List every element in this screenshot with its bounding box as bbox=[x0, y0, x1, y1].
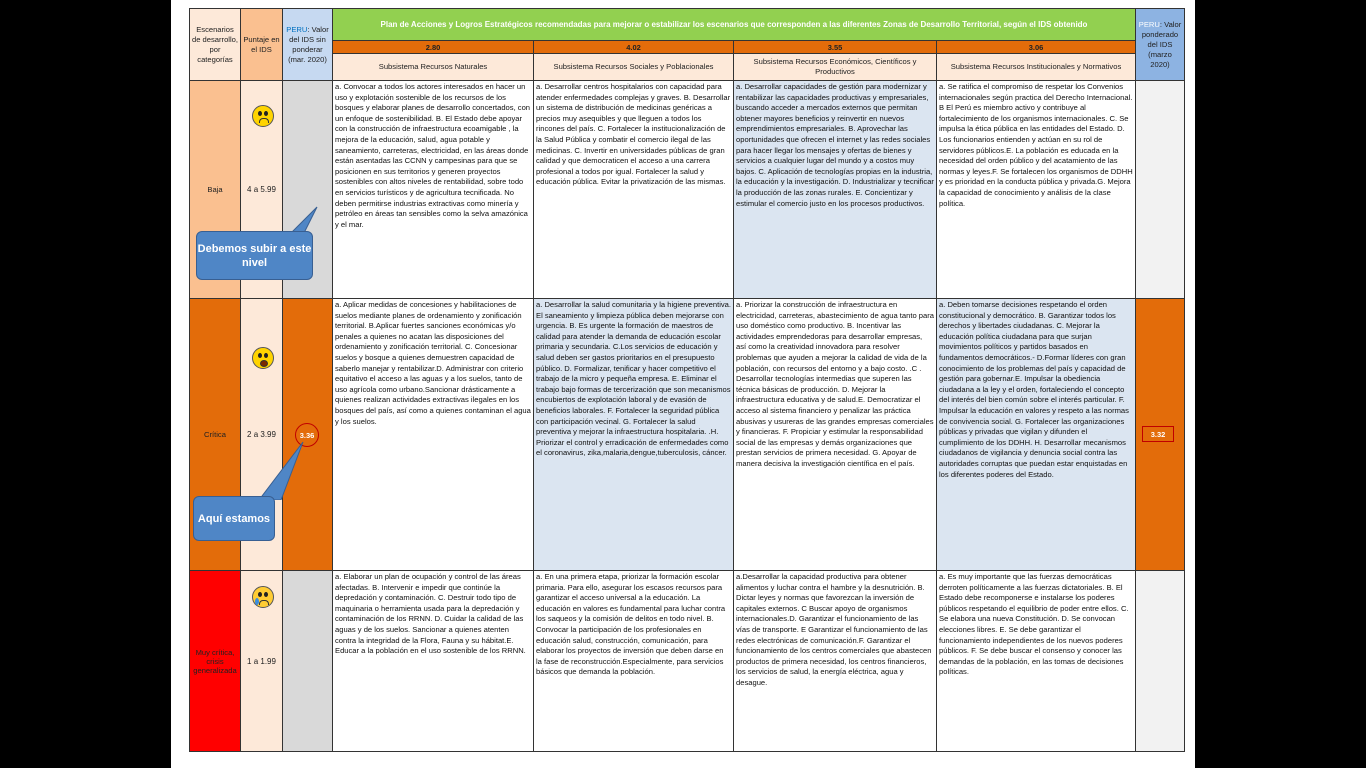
subsystem-value: 4.02 bbox=[533, 40, 734, 54]
score-range-critica: 2 a 3.99 bbox=[240, 298, 283, 571]
text-critica-sociales: a. Desarrollar la salud comunitaria y la higiene preventiva. El saneamiento y limpieza pública deben mejorarse con urgencia. B. Es urgente la formación de maestros de calidad para atender la demanda de educación escolar primaria y secundaria. C.Los servicios de educación y salud deben ser gastos prioritarios en el presupuesto público. D. Formalizar, tenificar y hacer competitivo el trabajo de la micro y pequeña empresa. E. Eliminar el trabajo bajo formas de tercerización que son mecanismos encubiertos de explotación laboral y de evasión de beneficios laborales. F. Fortalecer la seguridad pública con participación vecinal. G. Fortalecer la salud preventiva y mejorar la infraestructura hospitalaria. .H. Priorizar el control y erradicación de enfermedades como el coronavirus, zika,malaria,dengue,tuberculosis, cáncer. bbox=[533, 298, 734, 571]
peru-ponderado-value-box: 3.32 bbox=[1142, 426, 1174, 442]
text-baja-institucionales: a. Se ratifica el compromiso de respetar los Convenios internacionales según practica del Derecho Internacional. B El Perú es miembro activo y contribuye al fortalecimiento de los organismos internacionales. C. Se impulsa la ética pública en las entidades del Estado. D. Los funcionarios entienden y actúan en su rol de servidores públicos.E. La población es educada en la necesidad del orden público y del acatamiento de las normas y leyes.F. Se fortalecen los organismos de DDHH y es prioridad en la conducta pública y privada.G. Mejora la capacidad de conocimiento y análisis de la clase política. bbox=[936, 80, 1136, 299]
peru-label-2: PERU bbox=[1138, 19, 1160, 29]
subsystem-value: 3.06 bbox=[936, 40, 1136, 54]
tear-icon bbox=[255, 598, 259, 605]
crying-face-icon bbox=[252, 586, 274, 608]
peru-sin-muy-critica bbox=[282, 570, 333, 752]
header-peru-ponderado bbox=[1135, 8, 1185, 81]
text-critica-naturales: a. Aplicar medidas de concesiones y habilitaciones de suelos mediante planes de ordenamiento y zonificación territorial. B.Aplicar fuertes sanciones económicas y/o penales a quienes no acatan las disposiciones del ordenamiento y zonificación territorial. C. Concesionar suelos y bosque a quienes demuestren capacidad de saberlo manejar y rentabilizar.D. Administrar con criterio equitativo el acceso a las aguas y a los suelos, tanto de uso agrícola como urbano.Sancionar drásticamente a quienes realizan actividades extractivas ilegales en los bosques del país, así como a quienes contaminan el agua y los suelos. bbox=[332, 298, 534, 571]
text-muy-critica-economicos: a.Desarrollar la capacidad productiva para obtener alimentos y luchar contra el hambre y la desnutrición. B. Dictar leyes y normas que favorezcan la inversión de capitales externos. C Buscar apoyo de organismos internacionales.D. Garantizar el funcionamiento de las vías de transporte. E Garantizar el funcionamiento de las redes electrónicas de comunicación.F. Garantizar el funcionamiento de los centros comerciales que abastecen productos de primera necesidad, los centros financieros, los servicios de salud, la energía eléctrica, agua y desague. bbox=[733, 570, 937, 752]
subsystem-name: Subsistema Recursos Institucionales y Normativos bbox=[936, 53, 1136, 81]
callout-bottom-pointer bbox=[249, 440, 309, 500]
header-puntaje: Puntaje en el IDS bbox=[240, 8, 283, 81]
text-critica-economicos: a. Priorizar la construcción de infraestructura en electricidad, carreteras, abastecimiento de agua tanto para uso doméstico como productivo. B. Incentivar las actividades emprendedoras para desarrollar empresas, así como la creatividad innovadora para resolver problemas que ayuden a mejorar la calidad de vida de la población, con recursos del entorno y a bajo costo. .C . Desarrollar tecnologías intermedias que superen las técnica básicas de producción. D. Mejorar la infraestructura educativa y de salud.E. Democratizar el acceso al sistema financiero y penalizar las práctica abusivas y usureras de las grandes empresas comerciales y financieras. F. Propiciar y estimular la responsabilidad social de las empresas y demás organizaciones que prestan servicios de primera necesidad. G. Apoyar de manera decisiva la investigación científica en el país. bbox=[733, 298, 937, 571]
peru-sin-value-circle: 3.36 bbox=[295, 423, 319, 447]
header-escenarios: Escenarios de desarrollo, por categorías bbox=[189, 8, 241, 81]
peru-ponderado-baja bbox=[1135, 80, 1185, 299]
text-muy-critica-institucionales: a. Es muy importante que las fuerzas democráticas derroten políticamente a las fuerzas dictatoriales. B. El Estado debe recomponerse e instalarse los poderes públicos respetando el equilibrio de poder entre ellos. C. Se elabora una nueva Constitución. D. Se convocan elecciones libres. E. Se debe garantizar el funcionamiento independientes de los nuevos poderes públicos. F. Se debe buscar el consenso y conocer las demandas de la población, en las tomas de decisiones políticas. bbox=[936, 570, 1136, 752]
score-range-muy-critica: 1 a 1.99 bbox=[240, 570, 283, 752]
text-muy-critica-naturales: a. Elaborar un plan de ocupación y control de las áreas afectadas. B. Intervenir e impedir que continúe la depredación y contaminación. C. Destruir todo tipo de maquinaria o herramienta usada para la depredación y contaminación de los RRNN. D. Cuidar la calidad de las aguas y de los suelos. Sancionar a quienes atenten contra la integridad de la Flora, Fauna y su hábitat.E. Educar a la población en el uso sostenible de los RRNN. bbox=[332, 570, 534, 752]
text-critica-institucionales: a. Deben tomarse decisiones respetando el orden constitucional y democrático. B. Garantizar todos los derechos y libertades ciudadanas. C. Mejorar la educación política ciudadana para que surjan movimientos políticos y partidos basados en fundamentos democráticos.- D.Formar líderes con gran conocimiento de los problemas del país y capacidad de gestión para gobernar.E. Impulsar la obediencia ciudadana a la ley y el orden, fortaleciendo el concepto del interés del bien común sobre el interés particular. F. Impulsar la educación en valores y respeto a las normas de convivencia social. G. Fortalecer las organizaciones públicas y privadas que vigilan y difunden el cumplimiento de los DDHH. H. Desarrollar mecanismos ciudadanos de vigilancia y denuncia social contra las autoridades corruptas que puedan estar enquistadas en los diferentes poderes del Estado. bbox=[936, 298, 1136, 571]
slide bbox=[171, 0, 1195, 768]
peru-ponderado-muy-critica bbox=[1135, 570, 1185, 752]
peru-ponderado-text: : Valor ponderado del IDS (marzo 2020) bbox=[1141, 19, 1182, 69]
subsystem-value: 3.55 bbox=[733, 40, 937, 54]
category-muy-critica: Muy crítica, crisis generalizada bbox=[189, 570, 241, 752]
header-peru-sin-ponderar bbox=[282, 8, 333, 81]
text-baja-economicos: a. Desarrollar capacidades de gestión para modernizar y rentabilizar las capacidades productivas y empresariales, buscando acceder a mercados externos que permitan obtener mayores beneficios y reinvertir en nuevos emprendimientos empresariales. B. Aprovechar las oportunidades que ofrecen el internet y las redes sociales para hacer llegar los mensajes y ofertas de bienes y servicios a cualquier lugar del mundo y a costos muy bajos. C. Aplicación de tecnologías propias en la industria, la educación y la investigación. D. Industrializar y tecnificar la producción de las zonas rurales. E. Concientizar y estimular el comercio justo en los procesos productivos. bbox=[733, 80, 937, 299]
subsystem-value: 2.80 bbox=[332, 40, 534, 54]
score-range-baja: 4 a 5.99 bbox=[240, 80, 283, 299]
text-baja-naturales: a. Convocar a todos los actores interesados en hacer un uso y explotación sostenible de los recursos de los bosques y elaborar planes de desarrollo concertados, con un enfoque de sostenibilidad. B. El Estado debe apoyar con la construcción de infraestructura ecoamigable , la mejora de la educación, salud, agua potable y saneamiento, carreteras, electricidad, en las áreas donde están asentadas las CCNN y campesinas para que se posicionen en sus territorios y generen proyectos sostenibles con altos niveles de rentabilidad, sobre todo en servicios turísticos y de agricultura tecnificada. No deben permitirse industrias extractivas como minería y petróleo en áreas tan sensibles como la selva amazónica y el mar. bbox=[332, 80, 534, 299]
shocked-face-icon bbox=[252, 347, 274, 369]
worried-face-icon bbox=[252, 105, 274, 127]
subsystem-name: Subsistema Recursos Económicos, Científicos y Productivos bbox=[733, 53, 937, 81]
category-baja: Baja bbox=[189, 80, 241, 299]
header-plan-title: Plan de Acciones y Logros Estratégicos recomendadas para mejorar o estabilizar los escenarios que corresponden a las diferentes Zonas de Desarrollo Territorial, según el IDS obtenido bbox=[332, 8, 1136, 41]
peru-sin-text: : Valor del IDS sin ponderar (mar. 2020) bbox=[288, 24, 329, 64]
category-critica: Crítica bbox=[189, 298, 241, 571]
callout-aqui-estamos: Aquí estamos bbox=[193, 496, 275, 541]
subsystem-name: Subsistema Recursos Naturales bbox=[332, 53, 534, 81]
peru-label: PERU bbox=[286, 24, 308, 34]
text-muy-critica-sociales: a. En una primera etapa, priorizar la formación escolar primaria. Para ello, asegurar los escasos recursos para garantizar el acceso universal a la educación. La educación en valores es fundamental para luchar contra los saqueos y la comisión de delitos en todo nivel. B. Convocar la participación de los profesionales en educación salud, construcción, comunicación, para elaborar los proyectos de inversión que deben darse en la fase de reconstrucción.Especialmente, para servicios básicos que demanda la población. bbox=[533, 570, 734, 752]
subsystem-name: Subsistema Recursos Sociales y Poblacionales bbox=[533, 53, 734, 81]
callout-debemos-subir: Debemos subir a este nivel bbox=[196, 231, 313, 280]
text-baja-sociales: a. Desarrollar centros hospitalarios con capacidad para atender enfermedades complejas y graves. B. Desarrollar un sistema de distribución de medicinas genéricas a precios muy asequibles y que lleguen a todos los rincones del país. C. Fortalecer la institucionalización de la Salud Pública y combatir el comercio ilegal de las medicinas. C. Invertir en universidades públicas de gran calidad y que democraticen el acceso a una carrera profesional a todos por igual. Fortalecer la salud y educación pública. Evitar la privatización de las mismas. bbox=[533, 80, 734, 299]
